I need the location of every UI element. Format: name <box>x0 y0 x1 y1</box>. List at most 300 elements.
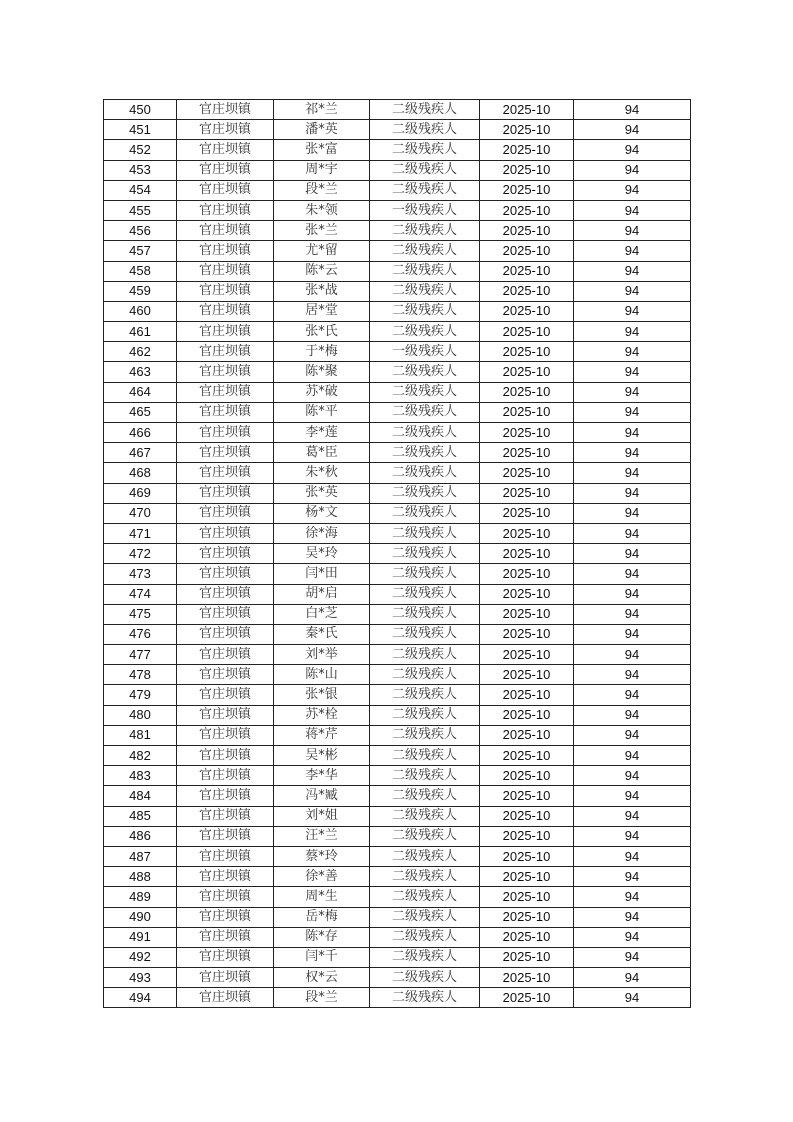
table-row <box>104 483 691 503</box>
table-row <box>104 140 691 160</box>
cell-name: 尤*留 <box>274 241 370 261</box>
cell-name: 周*生 <box>274 887 370 907</box>
cell-period: 2025-10 <box>480 564 574 584</box>
cell-town: 官庄坝镇 <box>177 564 274 584</box>
cell-period: 2025-10 <box>480 241 574 261</box>
cell-town: 官庄坝镇 <box>177 100 274 120</box>
cell-name: 张*战 <box>274 281 370 301</box>
cell-town: 官庄坝镇 <box>177 705 274 725</box>
cell-period: 2025-10 <box>480 100 574 120</box>
cell-category: 二级残疾人 <box>370 725 480 745</box>
cell-category: 一级残疾人 <box>370 200 480 220</box>
cell-town: 官庄坝镇 <box>177 200 274 220</box>
cell-amount: 94 <box>574 846 691 866</box>
cell-town: 官庄坝镇 <box>177 483 274 503</box>
cell-number: 460 <box>104 301 177 321</box>
cell-amount: 94 <box>574 322 691 342</box>
cell-period: 2025-10 <box>480 423 574 443</box>
cell-category: 二级残疾人 <box>370 362 480 382</box>
cell-name: 苏*栓 <box>274 705 370 725</box>
cell-number: 472 <box>104 544 177 564</box>
table-row <box>104 100 691 120</box>
cell-number: 468 <box>104 463 177 483</box>
cell-number: 487 <box>104 846 177 866</box>
cell-period: 2025-10 <box>480 382 574 402</box>
cell-town: 官庄坝镇 <box>177 786 274 806</box>
cell-number: 471 <box>104 523 177 543</box>
cell-number: 450 <box>104 100 177 120</box>
cell-category: 二级残疾人 <box>370 503 480 523</box>
cell-period: 2025-10 <box>480 281 574 301</box>
table-row <box>104 705 691 725</box>
cell-amount: 94 <box>574 806 691 826</box>
table-row <box>104 624 691 644</box>
cell-period: 2025-10 <box>480 806 574 826</box>
table-row <box>104 160 691 180</box>
cell-town: 官庄坝镇 <box>177 241 274 261</box>
cell-category: 二级残疾人 <box>370 281 480 301</box>
table-row <box>104 322 691 342</box>
cell-category: 二级残疾人 <box>370 120 480 140</box>
cell-amount: 94 <box>574 584 691 604</box>
cell-amount: 94 <box>574 241 691 261</box>
cell-name: 段*兰 <box>274 180 370 200</box>
cell-number: 456 <box>104 221 177 241</box>
cell-category: 二级残疾人 <box>370 988 480 1008</box>
cell-period: 2025-10 <box>480 665 574 685</box>
cell-number: 490 <box>104 907 177 927</box>
cell-town: 官庄坝镇 <box>177 584 274 604</box>
cell-category: 二级残疾人 <box>370 221 480 241</box>
cell-town: 官庄坝镇 <box>177 947 274 967</box>
cell-period: 2025-10 <box>480 140 574 160</box>
cell-amount: 94 <box>574 645 691 665</box>
cell-name: 张*富 <box>274 140 370 160</box>
cell-period: 2025-10 <box>480 786 574 806</box>
cell-period: 2025-10 <box>480 846 574 866</box>
table-row <box>104 463 691 483</box>
table-row <box>104 725 691 745</box>
cell-amount: 94 <box>574 544 691 564</box>
cell-category: 二级残疾人 <box>370 907 480 927</box>
cell-number: 454 <box>104 180 177 200</box>
cell-period: 2025-10 <box>480 927 574 947</box>
cell-period: 2025-10 <box>480 221 574 241</box>
cell-period: 2025-10 <box>480 362 574 382</box>
cell-period: 2025-10 <box>480 988 574 1008</box>
cell-name: 陈*平 <box>274 402 370 422</box>
cell-amount: 94 <box>574 140 691 160</box>
cell-town: 官庄坝镇 <box>177 382 274 402</box>
cell-category: 二级残疾人 <box>370 463 480 483</box>
cell-amount: 94 <box>574 342 691 362</box>
table-row <box>104 867 691 887</box>
cell-name: 白*芝 <box>274 604 370 624</box>
cell-number: 473 <box>104 564 177 584</box>
cell-number: 458 <box>104 261 177 281</box>
cell-name: 刘*姐 <box>274 806 370 826</box>
cell-period: 2025-10 <box>480 342 574 362</box>
cell-amount: 94 <box>574 382 691 402</box>
cell-period: 2025-10 <box>480 402 574 422</box>
cell-town: 官庄坝镇 <box>177 402 274 422</box>
cell-period: 2025-10 <box>480 503 574 523</box>
cell-town: 官庄坝镇 <box>177 322 274 342</box>
cell-town: 官庄坝镇 <box>177 423 274 443</box>
cell-number: 465 <box>104 402 177 422</box>
cell-category: 二级残疾人 <box>370 604 480 624</box>
cell-name: 杨*文 <box>274 503 370 523</box>
cell-town: 官庄坝镇 <box>177 988 274 1008</box>
cell-name: 朱*秋 <box>274 463 370 483</box>
cell-number: 470 <box>104 503 177 523</box>
cell-town: 官庄坝镇 <box>177 140 274 160</box>
cell-period: 2025-10 <box>480 261 574 281</box>
cell-number: 475 <box>104 604 177 624</box>
table-row <box>104 968 691 988</box>
cell-name: 冯*臧 <box>274 786 370 806</box>
cell-category: 二级残疾人 <box>370 443 480 463</box>
cell-name: 张*英 <box>274 483 370 503</box>
cell-town: 官庄坝镇 <box>177 806 274 826</box>
cell-amount: 94 <box>574 362 691 382</box>
table-row <box>104 362 691 382</box>
cell-amount: 94 <box>574 443 691 463</box>
cell-amount: 94 <box>574 564 691 584</box>
cell-name: 陈*聚 <box>274 362 370 382</box>
table-row <box>104 342 691 362</box>
table-row <box>104 988 691 1008</box>
cell-town: 官庄坝镇 <box>177 624 274 644</box>
table-row <box>104 645 691 665</box>
cell-name: 吴*彬 <box>274 746 370 766</box>
cell-period: 2025-10 <box>480 746 574 766</box>
cell-town: 官庄坝镇 <box>177 887 274 907</box>
cell-town: 官庄坝镇 <box>177 846 274 866</box>
cell-amount: 94 <box>574 947 691 967</box>
cell-name: 秦*氏 <box>274 624 370 644</box>
table-row <box>104 382 691 402</box>
table-row <box>104 564 691 584</box>
cell-period: 2025-10 <box>480 301 574 321</box>
cell-period: 2025-10 <box>480 180 574 200</box>
table-row <box>104 200 691 220</box>
cell-amount: 94 <box>574 665 691 685</box>
cell-category: 二级残疾人 <box>370 947 480 967</box>
cell-name: 胡*启 <box>274 584 370 604</box>
cell-category: 二级残疾人 <box>370 826 480 846</box>
cell-name: 张*兰 <box>274 221 370 241</box>
cell-period: 2025-10 <box>480 160 574 180</box>
cell-name: 刘*举 <box>274 645 370 665</box>
cell-number: 459 <box>104 281 177 301</box>
cell-number: 494 <box>104 988 177 1008</box>
cell-category: 二级残疾人 <box>370 645 480 665</box>
cell-category: 二级残疾人 <box>370 301 480 321</box>
cell-number: 464 <box>104 382 177 402</box>
cell-category: 二级残疾人 <box>370 180 480 200</box>
cell-period: 2025-10 <box>480 725 574 745</box>
cell-number: 463 <box>104 362 177 382</box>
cell-amount: 94 <box>574 968 691 988</box>
table-row <box>104 846 691 866</box>
cell-period: 2025-10 <box>480 443 574 463</box>
table-row <box>104 261 691 281</box>
cell-number: 484 <box>104 786 177 806</box>
cell-name: 苏*破 <box>274 382 370 402</box>
cell-amount: 94 <box>574 927 691 947</box>
cell-category: 二级残疾人 <box>370 867 480 887</box>
cell-amount: 94 <box>574 503 691 523</box>
cell-category: 二级残疾人 <box>370 766 480 786</box>
cell-name: 汪*兰 <box>274 826 370 846</box>
table-row <box>104 402 691 422</box>
cell-number: 453 <box>104 160 177 180</box>
cell-amount: 94 <box>574 523 691 543</box>
cell-category: 二级残疾人 <box>370 846 480 866</box>
cell-category: 二级残疾人 <box>370 402 480 422</box>
cell-amount: 94 <box>574 100 691 120</box>
cell-amount: 94 <box>574 725 691 745</box>
cell-name: 蒋*芹 <box>274 725 370 745</box>
cell-name: 祁*兰 <box>274 100 370 120</box>
cell-name: 蔡*玲 <box>274 846 370 866</box>
cell-category: 二级残疾人 <box>370 806 480 826</box>
cell-number: 492 <box>104 947 177 967</box>
cell-town: 官庄坝镇 <box>177 907 274 927</box>
cell-amount: 94 <box>574 423 691 443</box>
cell-category: 二级残疾人 <box>370 584 480 604</box>
cell-category: 二级残疾人 <box>370 887 480 907</box>
cell-amount: 94 <box>574 221 691 241</box>
cell-period: 2025-10 <box>480 544 574 564</box>
cell-name: 陈*云 <box>274 261 370 281</box>
cell-amount: 94 <box>574 887 691 907</box>
table-row <box>104 907 691 927</box>
cell-amount: 94 <box>574 180 691 200</box>
cell-amount: 94 <box>574 907 691 927</box>
table-row <box>104 766 691 786</box>
cell-name: 岳*梅 <box>274 907 370 927</box>
table-row <box>104 826 691 846</box>
cell-name: 葛*臣 <box>274 443 370 463</box>
cell-amount: 94 <box>574 685 691 705</box>
cell-amount: 94 <box>574 604 691 624</box>
cell-name: 闫*千 <box>274 947 370 967</box>
cell-number: 481 <box>104 725 177 745</box>
cell-town: 官庄坝镇 <box>177 544 274 564</box>
cell-amount: 94 <box>574 867 691 887</box>
cell-town: 官庄坝镇 <box>177 685 274 705</box>
table-row <box>104 301 691 321</box>
table-row <box>104 584 691 604</box>
cell-town: 官庄坝镇 <box>177 766 274 786</box>
cell-name: 权*云 <box>274 968 370 988</box>
table-row <box>104 786 691 806</box>
cell-period: 2025-10 <box>480 826 574 846</box>
table-row <box>104 180 691 200</box>
table-row <box>104 120 691 140</box>
table-row <box>104 523 691 543</box>
cell-amount: 94 <box>574 281 691 301</box>
cell-town: 官庄坝镇 <box>177 725 274 745</box>
cell-amount: 94 <box>574 301 691 321</box>
cell-period: 2025-10 <box>480 463 574 483</box>
cell-period: 2025-10 <box>480 483 574 503</box>
cell-number: 451 <box>104 120 177 140</box>
table-row <box>104 221 691 241</box>
cell-category: 二级残疾人 <box>370 705 480 725</box>
cell-name: 段*兰 <box>274 988 370 1008</box>
cell-name: 吴*玲 <box>274 544 370 564</box>
cell-category: 二级残疾人 <box>370 968 480 988</box>
cell-category: 二级残疾人 <box>370 544 480 564</box>
cell-period: 2025-10 <box>480 685 574 705</box>
cell-town: 官庄坝镇 <box>177 826 274 846</box>
cell-amount: 94 <box>574 261 691 281</box>
cell-category: 二级残疾人 <box>370 483 480 503</box>
cell-number: 482 <box>104 746 177 766</box>
cell-period: 2025-10 <box>480 604 574 624</box>
cell-town: 官庄坝镇 <box>177 968 274 988</box>
cell-number: 493 <box>104 968 177 988</box>
cell-category: 二级残疾人 <box>370 523 480 543</box>
cell-town: 官庄坝镇 <box>177 523 274 543</box>
table-row <box>104 806 691 826</box>
cell-number: 488 <box>104 867 177 887</box>
cell-town: 官庄坝镇 <box>177 927 274 947</box>
cell-period: 2025-10 <box>480 200 574 220</box>
cell-amount: 94 <box>574 746 691 766</box>
cell-name: 于*梅 <box>274 342 370 362</box>
cell-town: 官庄坝镇 <box>177 221 274 241</box>
table-body <box>104 100 691 1008</box>
cell-town: 官庄坝镇 <box>177 867 274 887</box>
table-row <box>104 544 691 564</box>
cell-amount: 94 <box>574 200 691 220</box>
cell-category: 二级残疾人 <box>370 261 480 281</box>
cell-name: 徐*善 <box>274 867 370 887</box>
cell-name: 张*银 <box>274 685 370 705</box>
table-row <box>104 241 691 261</box>
cell-number: 483 <box>104 766 177 786</box>
cell-number: 474 <box>104 584 177 604</box>
cell-category: 二级残疾人 <box>370 786 480 806</box>
cell-number: 480 <box>104 705 177 725</box>
cell-number: 485 <box>104 806 177 826</box>
cell-amount: 94 <box>574 120 691 140</box>
cell-period: 2025-10 <box>480 947 574 967</box>
cell-town: 官庄坝镇 <box>177 160 274 180</box>
cell-amount: 94 <box>574 160 691 180</box>
cell-town: 官庄坝镇 <box>177 645 274 665</box>
cell-amount: 94 <box>574 988 691 1008</box>
cell-category: 二级残疾人 <box>370 746 480 766</box>
table-row <box>104 604 691 624</box>
cell-number: 476 <box>104 624 177 644</box>
cell-number: 467 <box>104 443 177 463</box>
table-row <box>104 947 691 967</box>
cell-period: 2025-10 <box>480 968 574 988</box>
cell-town: 官庄坝镇 <box>177 342 274 362</box>
cell-period: 2025-10 <box>480 624 574 644</box>
cell-number: 489 <box>104 887 177 907</box>
cell-amount: 94 <box>574 463 691 483</box>
cell-period: 2025-10 <box>480 120 574 140</box>
cell-number: 469 <box>104 483 177 503</box>
cell-period: 2025-10 <box>480 322 574 342</box>
table-row <box>104 887 691 907</box>
cell-town: 官庄坝镇 <box>177 443 274 463</box>
cell-town: 官庄坝镇 <box>177 281 274 301</box>
cell-name: 潘*英 <box>274 120 370 140</box>
cell-name: 李*华 <box>274 766 370 786</box>
cell-town: 官庄坝镇 <box>177 180 274 200</box>
cell-number: 455 <box>104 200 177 220</box>
cell-name: 张*氏 <box>274 322 370 342</box>
cell-amount: 94 <box>574 483 691 503</box>
cell-town: 官庄坝镇 <box>177 362 274 382</box>
cell-name: 朱*领 <box>274 200 370 220</box>
cell-name: 陈*山 <box>274 665 370 685</box>
cell-category: 二级残疾人 <box>370 624 480 644</box>
cell-category: 二级残疾人 <box>370 927 480 947</box>
cell-number: 479 <box>104 685 177 705</box>
cell-name: 居*堂 <box>274 301 370 321</box>
cell-category: 二级残疾人 <box>370 665 480 685</box>
cell-period: 2025-10 <box>480 867 574 887</box>
cell-category: 二级残疾人 <box>370 564 480 584</box>
cell-category: 二级残疾人 <box>370 160 480 180</box>
cell-category: 二级残疾人 <box>370 423 480 443</box>
cell-period: 2025-10 <box>480 523 574 543</box>
cell-amount: 94 <box>574 402 691 422</box>
cell-town: 官庄坝镇 <box>177 463 274 483</box>
cell-number: 461 <box>104 322 177 342</box>
cell-name: 李*莲 <box>274 423 370 443</box>
cell-town: 官庄坝镇 <box>177 261 274 281</box>
cell-category: 二级残疾人 <box>370 322 480 342</box>
cell-number: 477 <box>104 645 177 665</box>
cell-category: 二级残疾人 <box>370 685 480 705</box>
table-row <box>104 503 691 523</box>
cell-number: 466 <box>104 423 177 443</box>
cell-category: 二级残疾人 <box>370 241 480 261</box>
table-row <box>104 423 691 443</box>
cell-category: 二级残疾人 <box>370 140 480 160</box>
cell-period: 2025-10 <box>480 887 574 907</box>
cell-number: 462 <box>104 342 177 362</box>
cell-town: 官庄坝镇 <box>177 746 274 766</box>
cell-amount: 94 <box>574 624 691 644</box>
cell-town: 官庄坝镇 <box>177 120 274 140</box>
cell-name: 徐*海 <box>274 523 370 543</box>
cell-period: 2025-10 <box>480 584 574 604</box>
cell-number: 491 <box>104 927 177 947</box>
cell-amount: 94 <box>574 705 691 725</box>
cell-name: 闫*田 <box>274 564 370 584</box>
cell-period: 2025-10 <box>480 766 574 786</box>
table-row <box>104 685 691 705</box>
cell-number: 457 <box>104 241 177 261</box>
cell-town: 官庄坝镇 <box>177 604 274 624</box>
cell-period: 2025-10 <box>480 705 574 725</box>
cell-period: 2025-10 <box>480 907 574 927</box>
cell-number: 478 <box>104 665 177 685</box>
beneficiary-table <box>103 99 691 1008</box>
cell-number: 486 <box>104 826 177 846</box>
cell-name: 周*宇 <box>274 160 370 180</box>
